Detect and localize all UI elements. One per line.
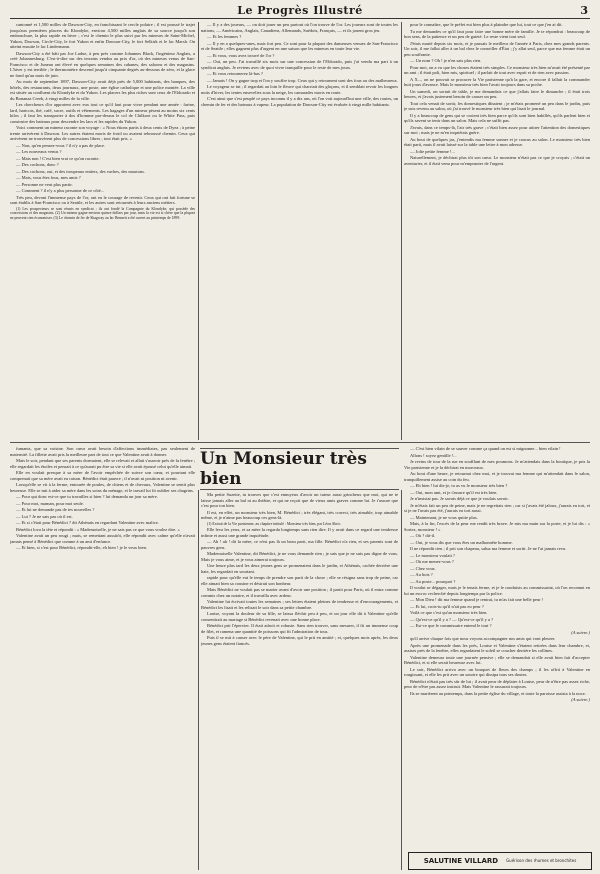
paragraph: Elle en voulait presque à sa mère de l'avoir empêchée de suivre son cœur, et pourtant elle comprenait que sa mère avait eu raison. Bénédict était pauvre ; il n'avait ni position ni avenir. [10, 470, 195, 481]
dialogue-line: — Des cochons, oui, et des troupeaux entiers, des vaches, des moutons. [16, 168, 145, 174]
ad-name: SALUTINE VILLARD [423, 857, 499, 865]
paragraph: Bénédict n'était pas très sûr de lui ; il avait peur de déplaire à Louise, peur de n'être pas assez riche, peur de n'être pas assez instruit. Mais Valentine le rassurait toujours. [404, 678, 590, 689]
paragraph: — Et vous retournerez là-bas ? [207, 71, 263, 76]
footnote: (1) Les prospecteurs se sont réunis en syndicat ; ils ont fondé la Compagnie du Klondyke, qui possède des concessions et des magasins. (2) Un mineur gagne environ quinze dollars par jour, mais la vie est si chère que la plupart ne peuvent rien économiser. (3) Le chemin de fer de Skagway au lac Bennett a été ouvert au printemps de 1899. [10, 206, 195, 220]
dialogue-line: — Les nouveaux venus ? [16, 149, 62, 154]
paragraph: — Est-ce que le commissaire entend le tout ? [410, 623, 492, 628]
paragraph: — Oui, je vous dis que vous êtes un malhonnête homme. [410, 539, 513, 545]
column-rule [198, 22, 199, 440]
paragraph: Il y a beaucoup de gens qui se croient très bien parce qu'ils sont bien habillés, qu'ils parlent bien et qu'ils savent se tenir dans un salon. Mais cela ne suffit pas. [404, 112, 590, 123]
paragraph: J'étais marié depuis six mois, et je passais le meilleur de l'année à Paris, chez mes grands parents. Un soir, il me fallut aller à un bal chez le conseiller d'État ; j'y allai seul, parce que ma femme était un peu souffrante. [404, 40, 590, 57]
paragraph: — Il y a des joueurs, — on doit jouer un peu partout où l'on trouve de l'or. Les joueurs sont de toutes les nations, — Américains, Anglais, Canadiens, Allemands, Suédois, Français, — et ils jouent gros jeu. [201, 22, 398, 33]
story-column-3 [404, 446, 590, 848]
page-header [10, 4, 590, 19]
paragraph: Voici comment un mineur raconte son voyage : « Nous étions partis à deux cents de Dyea ; à peine trente arrivèrent à Dawson. Les autres étaient morts de froid ou avaient rebroussé chemin. Ceux qui arrivèrent ne trouvèrent plus de concessions libres ; tout était pris. » [10, 125, 195, 141]
paragraph: — Mon Dieu ! dit ma femme quand je rentrai, tu m'as fait une belle peur ! [410, 597, 544, 602]
paragraph: Au bout de quelques jas, j'entendis ma femme sonner et je courus au salon. Le monsieur très bien était parti, mais il avait laissé sur la table une lettre à mon adresse. [404, 136, 590, 147]
paragraph: — Un nom ? Oh ! je n'en sais plus rien. [410, 58, 482, 63]
ad-subtitle: Guérison des rhumes et bronchites [506, 857, 577, 863]
paragraph: Après une promenade dans les prés, Louise et Valentine s'étaient retirées dans leur chambre, et, assises près de la fenêtre, elles regardaient le soleil se coucher derrière les collines. [404, 642, 590, 653]
paragraph: — Oui, mon ami, et je t'assure qu'il est très bien. [410, 489, 498, 495]
paragraph: — Il y en a quelques-unes, mais fort peu. Ce sont pour la plupart des danseuses venues de San-Francisco et de Seattle ; elles gagnent plus d'argent en une saison que les mineurs en toute leur vie. [201, 40, 398, 51]
story-title: Un Monsieur très bien [200, 448, 399, 490]
paragraph: Il voulut se dégager, mais je le tenais ferme, et je le conduisis au commissariat, où l'on reconnut en lui un escroc recherché depuis longtemps par la police. [404, 585, 590, 596]
paragraph: Mais Bénédict ne voulait pas se marier avant d'avoir une position ; il partit pour Paris, où il entra comme commis chez un notaire, et il travailla avec ardeur. [201, 587, 398, 598]
story-column-2 [201, 492, 398, 870]
paragraph: Ils se marièrent au printemps, dans la petite église du village, et toute la paroisse assista à la noce. [410, 690, 586, 696]
dialogue-line: — Au bois ? [410, 572, 433, 577]
dialogue-line: — Personne ne veut plus partir. [16, 181, 73, 187]
paragraph: Pour moi, on a vu que les choses étaient très simples. Ce monsieur très bien m'avait été présenté par un ami ; il était poli, bien mis, spirituel ; il parlait de tout avec esprit et de rien avec passion. [404, 64, 590, 75]
paragraph: Bénédict prit l'épervier. Il était adroit et robuste. Sans rien trouver, sans mesurer, il fit un immense coup de filet, et ramena une quantité de poissons qui fit l'admiration de tous. [201, 623, 398, 634]
paragraph: Mais le soir, pendant que ses parents dormaient, elle se relevait et allait s'asseoir près de la fenêtre ; elle regardait les étoiles et pensait à ce qu'aurait pu être sa vie si elle avait épousé celui qu'elle aimait. [10, 458, 195, 469]
paragraph: Ma petite Suzette, tu trouves que c'est ennuyeux d'avoir un tuteur aussi grincheux que moi, qui ne te laisse jamais aller au bal ni au théâtre, et qui ne reçoit que de vieux amis graves comme lui. Je t'assure que c'est pour ton bien. [201, 492, 398, 508]
paragraph: — Et lui ne demande pas de tes nouvelles ? [16, 507, 95, 512]
dialogue-line: — Mais non ! C'est bien vrai ce qu'on raconte. [16, 155, 100, 161]
paragraph: Je revins de tour de la rue en soufflant de mes poumons. Je m'attendais dans la boutique, je pris la Vie parisienne et je la déchirai en morceaux. [404, 459, 590, 470]
paragraph: C'est ainsi que s'est peuplé ce pays inconnu il y a dix ans, où l'on voit aujourd'hui une ville, des routes, un chemin de fer et des bateaux à vapeur. La population de Dawson-City est évaluée à vingt mille habitants. [201, 96, 398, 107]
paragraph: Les chercheurs d'or apportent avec eux tout ce qu'il faut pour vivre pendant une année : farine, lard, haricots, thé, café, sucre, outils et vêtements. Les bagages d'un mineur pèsent au moins six cents kilos ; il faut les transporter à dos d'homme par-dessus le col de Chilkoot ou le White Pass, puis construire des bateaux pour descendre les lacs et les rapides du Yukon. [10, 102, 195, 124]
masthead: Le Progrès Illustré [237, 4, 363, 17]
column-rule [401, 490, 402, 870]
paragraph: — Oui, un peu. J'ai travaillé six mois sur une concession de l'Eldorado, puis j'ai vendu ma part à un syndicat anglais. Je reviens avec de quoi vivre tranquille pour le reste de mes jours. [201, 59, 398, 70]
paragraph: cantonné et 1,500 milles de Dawson-City, en franchissant le cercle polaire ; il est poussé le trajet jusqu'aux premières placers du Klondyke, environ 4,500 milles anglais de sa source jusqu'à son embouchure, la plus rapide en hiver ; c'est le chemin le plus suivi par les mineurs de Saint-Michel, Yukon, Dawson, Circle-City, le fort Yukon et enfin Dawson-City, le fort Selkirk et le lac Marsh. On atteint ensuite le lac Lindermann. [10, 22, 195, 49]
paragraph: Très peu, devant l'immense pays de l'or, ont eu le courage de revenir. Ceux qui ont fait fortune se sont établis à San-Francisco ou à Seattle, et les autres sont retournés à leurs anciens métiers. [10, 194, 195, 205]
paragraph: — Pour qui donc est-ce que tu travailles si bien ? lui demanda un jour sa mère. [16, 494, 158, 499]
paragraph: Je n'insistai pas. Je savais déjà ce que je voulais savoir. [410, 496, 509, 501]
paragraph: — Jolie petite femme !... [410, 148, 455, 154]
paragraph: rapide pour qu'elle eut le temps de prendre son parti de la chose ; elle se résigna sans trop de peine, car elle aimait bien sa cousine et désirait son bonheur. [201, 575, 398, 586]
paragraph: J'avais, dans ce temps-là, l'air très grave ; c'était bien assez pour attirer l'attention des domestiques sur moi ; mais je ne m'en inquiétais guère. [404, 124, 590, 135]
paragraph: Une heure plus tard les deux jeunes gens se promenaient dans le jardin, et Athénaïs, cachée derrière une haie, les regardait en souriant. [201, 563, 398, 574]
paragraph: — Et lui, crois-tu qu'il n'ait pas eu peur ? [410, 603, 484, 609]
paragraph: Voilà ce que c'est qu'un monsieur très bien. [410, 610, 488, 615]
paragraph: — Et si c'était pour Bénédict ? dit Athénaïs en regardant Valentine avec malice. [16, 520, 159, 525]
dialogue-line: — Non, qu'en pensez-vous ? il n'y a pas de place. [16, 142, 106, 148]
paragraph: Il est, en effet, un monsieur très bien, M. Bénédict ; très élégant, très correct, très aimable, trop aimable même, et je n'aime pas beaucoup ces gens-là. [201, 509, 398, 520]
to-be-continued: (A suivre.) [571, 697, 590, 702]
paragraph: Tout cela venait de sortir, les domestiques dînaient ; je m'étais promené un peu dans le jardin, puis je suis revenu au salon, où j'ai trouvé le monsieur très bien qui lisait le journal. [404, 100, 590, 111]
paragraph: — Lui ? Je ne sais pas où il est. [16, 513, 73, 519]
paragraph: A X..., on ne pouvait se procurer la Vie parisienne qu'à la gare, et encore il fallait la commander huit jours d'avance. Mais le monsieur très bien l'avait toujours dans sa poche. [404, 76, 590, 87]
paragraph: — C'est bien vilain de se sauver comme ça quand on est si mignonne... bien vilain ! [410, 446, 561, 451]
paragraph: — Ah ! ah ! dit la mère, ce n'est pas là un beau parti, ma fille. Bénédict n'a rien, et ses parents sont de pauvres gens. [201, 539, 398, 550]
dialogue-line: — Des cochons, donc ? [16, 162, 59, 167]
paragraph: Un samedi, on sortait de table, je me demandais ce que j'allais faire le dimanche ; il était trois heures, et j'avais justement besoin de causer un peu. [404, 88, 590, 99]
paragraph: — Et les femmes ? [207, 34, 242, 39]
paragraph: Je m'étais fait un peu de peine, mais je ne regrettais rien ; car si j'avais été jaloux, j'aurais eu tort, et si je ne l'avais pas été, j'aurais eu tort aussi. [404, 502, 590, 513]
paragraph: Le voyageur se tut ; il regardait au loin le fleuve qui charriait des glaçons, et il semblait revoir les longues nuits d'hiver, les tentes ensevelies sous la neige, les camarades morts en route. [201, 84, 398, 95]
paragraph: — Qu'est-ce qu'il y a ? — Qu'est-ce qu'il y a ? [410, 616, 494, 622]
paragraph: — Et bien, si c'est pour Bénédict, répondit-elle, eh bien ! je le veux bien. [16, 545, 148, 550]
paragraph: — Où ? dit-il. [410, 533, 436, 538]
paragraph: Mais, à la fin, l'excès de la peur me rendit très brave. Je mis ma main sur la porte, et je lui dis : « Sortez, monsieur ! » [404, 521, 590, 532]
paragraph: Le soir, Bénédict arriva avec un bouquet de fleurs des champs ; il les offrit à Valentine en rougissant, et elle les prit avec un sourire qui dissipa tous ses doutes. [404, 666, 590, 677]
paragraph: pour le connaître, que le préfet eut bien plus à plaindre que lui, tout ce que j'en ai dit. [410, 22, 563, 27]
dialogue-line: — Au poste... pourquoi ? [410, 578, 456, 584]
paragraph: Mademoiselle Valentine, dit Bénédict, je ne vous demande rien ; je sais que je ne suis pas digne de vous. Mais je vous aime, et je vous aimerai toujours. [201, 551, 398, 562]
paragraph: Louise, voyant la douleur de sa fille, se laissa fléchir peu à peu, et un jour elle dit à Valentine qu'elle consentirait au mariage si Bénédict revenait avec une bonne place. [201, 611, 398, 622]
paragraph: — Et vous, vous avez trouvé de l'or ? [207, 52, 275, 58]
dialogue-line: — Chez vous. [410, 565, 436, 571]
paragraph: Au bout d'une heure, je retournai chez moi, et je trouvai ma femme qui m'attendait dans le salon, tranquillement assise au coin du feu. [404, 471, 590, 482]
paragraph: Valentine demeura toute une journée pensive ; elle se demandait si elle avait bien fait d'accepter Bénédict, et si elle serait heureuse avec lui. [404, 654, 590, 665]
article-column-3 [404, 22, 590, 440]
dialogue-line: — Le monsieur voulait ? [410, 552, 455, 558]
paragraph: Elle leva les yeux, et sa mère la regarda longtemps sans rien dire. Il y avait dans ce regard une tendresse infinie et aussi une grande inquiétude. [201, 527, 398, 538]
paragraph: — Eh bien ! lui dis-je, tu as vu le monsieur très bien ? [410, 483, 508, 488]
paragraph: Naturellement, je déchirai plus tôt son cœur. Le monsieur n'était pas ce que je croyais ; c'était un aventurier, et il était venu pour m'emprunter de l'argent. [404, 155, 590, 166]
paragraph: Dawson-City a été bâti par Joe Ladue, à peu près comme Johannes Black, l'ingénieur Anglais, a créé Johannesburg. C'est-à-dire sur des terrains vendus au prix d'or, où des mineurs venus de San-Francisco et de Juneau ont élevé en quelques semaines des cabanes, des saloons et des magasins. L'hiver y est terrible ; le thermomètre descend jusqu'à cinquante degrés au-dessous de zéro, et la glace ne fond qu'au mois de juin. [10, 50, 195, 78]
paragraph: Au mois de septembre 1897, Dawson-City avait déjà près de 5,000 habitants, des banques, des hôtels, des restaurants, deux journaux, une poste, une église catholique et une police montée. La ville est située au confluent du Klondyke et du Yukon. Les placers les plus riches sont ceux de l'Eldorado et du Bonanza Creek, à vingt milles de la ville. [10, 79, 195, 101]
paragraph: — Jamais ! On y gagne trop et l'on y souffre trop. Ceux qui y retournent sont des fous ou des malheureux. [207, 77, 398, 83]
paragraph: Puis il se mit à causer avec le père de Valentine, qui le prit en amitié ; et, quelques mois après, les deux jeunes gens étaient fiancés. [201, 635, 398, 646]
column-rule [198, 490, 199, 870]
dialogue-line: — Mais, vous êtes fous, mes amis ? [16, 175, 81, 180]
paragraph: Valentine lui écrivait toutes les semaines ; ses lettres étaient pleines de tendresse et d'encouragements, et Bénédict les lisait et les relisait le soir dans sa petite chambre. [201, 599, 398, 610]
paragraph: Allons ! soyez gentille !... [410, 452, 457, 458]
dialogue-line: — Où me menez-vous ? [410, 559, 454, 564]
article-column-1 [10, 22, 195, 440]
paragraph: fumants, que sa voisine. Son cœur avait besoin d'affections immédiates, pas seulement de maternité. La fillette avait pris la meilleure part de tout ce que Valentine avait à donner. [10, 446, 195, 457]
paragraph: — Pour moi, maman, pour moi seule. [16, 500, 84, 506]
section-rule [10, 442, 590, 443]
advertisement [408, 852, 592, 870]
story-column-1 [10, 446, 195, 870]
to-be-continued: (A suivre.) [571, 629, 590, 635]
article-column-2 [201, 22, 398, 440]
paragraph: Bénédict lova la tête et répondit : « Mademoiselle, je ne sais pas ce que vous voulez dire. » [16, 526, 180, 532]
paragraph: Il ne répondit rien ; il prit son chapeau, salua ma femme et sortit. Je ne l'ai jamais revu. [410, 546, 567, 551]
paragraph: qu'il arrive chaque fois que nous voyons accompagner nos amis qui vont pleurer. [410, 636, 556, 641]
page-number: 3 [580, 4, 588, 17]
paragraph: Lorsqu'elle se vit à la ferme, entourée de poules, de chiens et de chevaux, Valentine se sentit plus heureuse. Elle se mit à aider sa mère dans les soins du ménage, et le travail lui fit oublier ses chagrins. [10, 482, 195, 493]
paragraph: Valentine avait un peu rougi ; mais, se remettant aussitôt, elle répondit avec calme qu'elle n'avait jamais pensé à Bénédict que comme à un ami d'enfance. [10, 533, 195, 544]
dialogue-line: — Comment ? il n'y a plus personne de ce côté... [16, 188, 105, 193]
footnote: (1) Extrait de la Vie parisienne, au chapitre intitulé : Monsieur très bien, par Léon Abric. [207, 521, 342, 526]
paragraph: — Maintenant, je ne vous quitte plus. [410, 514, 478, 520]
column-rule [401, 22, 402, 440]
paragraph: Tu me demandes ce qu'il faut pour faire une bonne mère de famille. Je te répondrai : beaucoup de bon sens, de la patience et un peu de gaieté. Le reste vient tout seul. [404, 28, 590, 39]
